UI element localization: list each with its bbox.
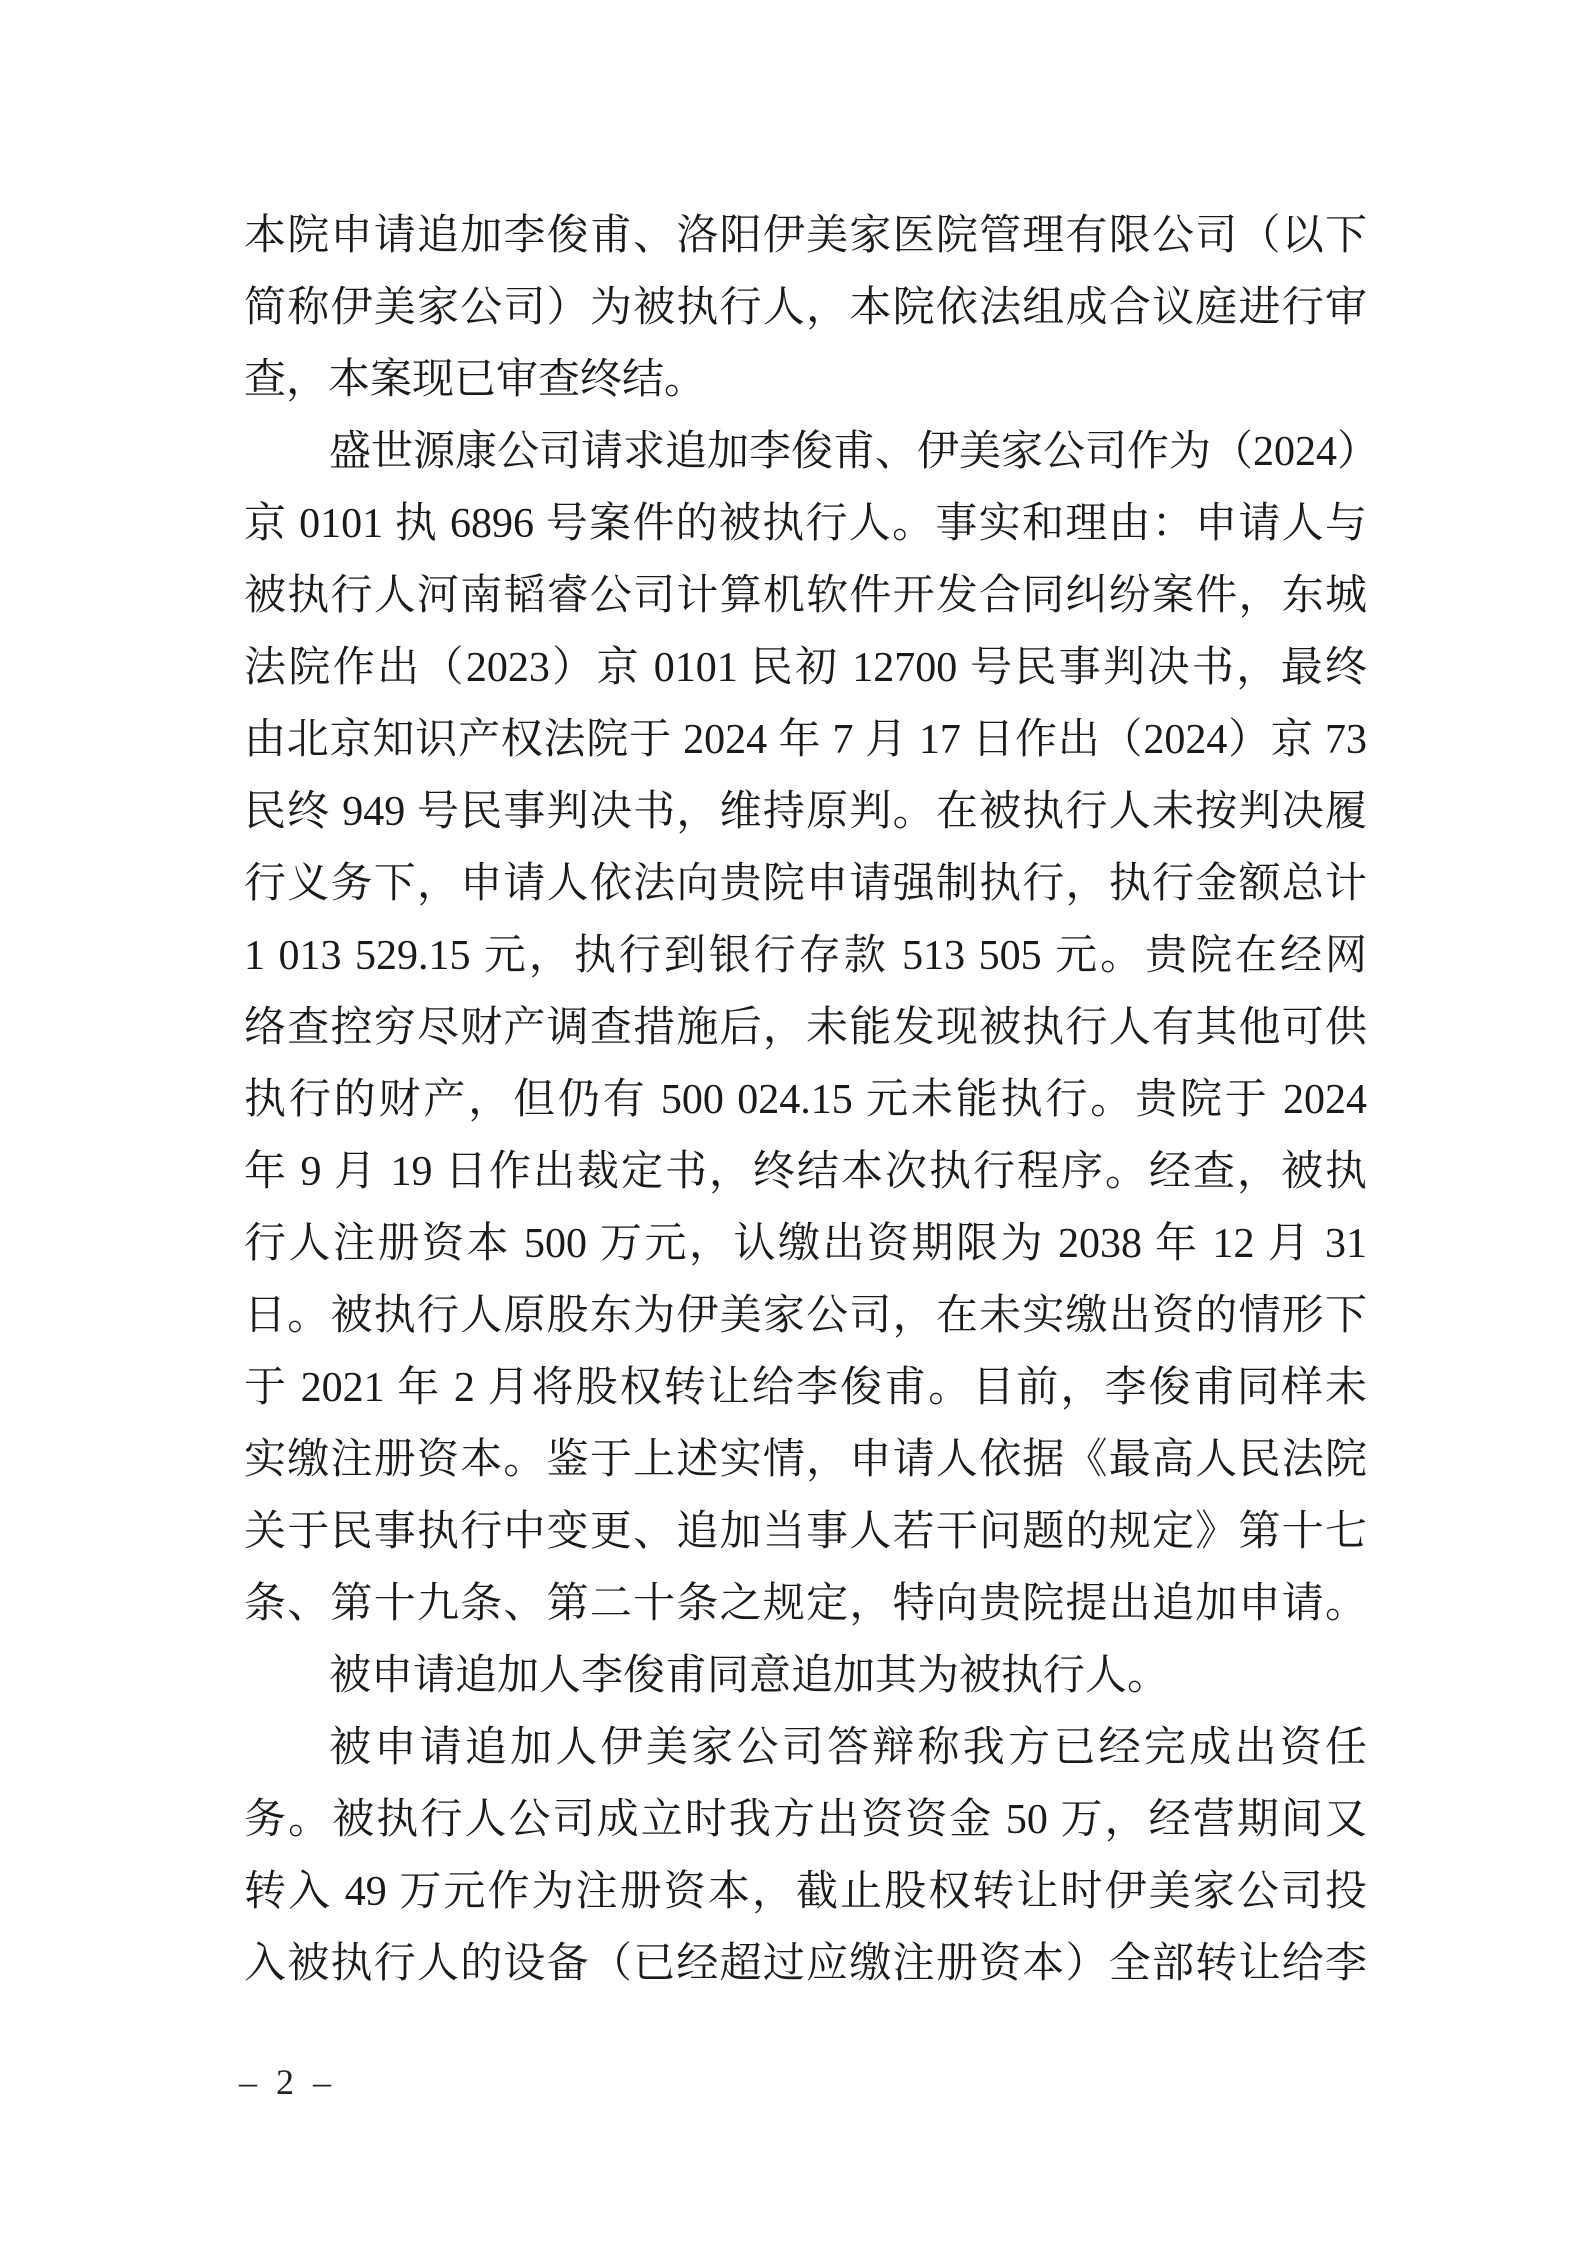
text-line: 查，本案现已审查终结。 xyxy=(244,357,707,403)
text-line: 日。被执行人原股东为伊美家公司，在未实缴出资的情形下 xyxy=(244,1293,1367,1339)
text-line: 于 2021 年 2 月将股权转让给李俊甫。目前，李俊甫同样未 xyxy=(244,1365,1367,1411)
text-line: 务。被执行人公司成立时我方出资资金 50 万，经营期间又 xyxy=(244,1797,1367,1843)
text-line: 盛世源康公司请求追加李俊甫、伊美家公司作为（2024） xyxy=(329,429,1380,475)
text-line: 由北京知识产权法院于 2024 年 7 月 17 日作出（2024）京 73 xyxy=(244,717,1367,763)
text-line: 被申请追加人李俊甫同意追加其为被执行人。 xyxy=(329,1653,1170,1699)
text-line: 入被执行人的设备（已经超过应缴注册资本）全部转让给李 xyxy=(244,1941,1367,1987)
text-line: 京 0101 执 6896 号案件的被执行人。事实和理由：申请人与 xyxy=(244,501,1367,547)
text-line: 简称伊美家公司）为被执行人，本院依法组成合议庭进行审 xyxy=(244,285,1367,331)
text-line: 被执行人河南韬睿公司计算机软件开发合同纠纷案件，东城 xyxy=(244,573,1367,619)
text-line: 被申请追加人伊美家公司答辩称我方已经完成出资任 xyxy=(329,1725,1367,1771)
text-line: 转入 49 万元作为注册资本，截止股权转让时伊美家公司投 xyxy=(244,1869,1367,1915)
text-line: 年 9 月 19 日作出裁定书，终结本次执行程序。经查，被执 xyxy=(244,1149,1367,1195)
text-line: 法院作出（2023）京 0101 民初 12700 号民事判决书，最终 xyxy=(244,645,1367,691)
text-line: 执行的财产，但仍有 500 024.15 元未能执行。贵院于 2024 xyxy=(244,1077,1367,1123)
text-line: 络查控穷尽财产调查措施后，未能发现被执行人有其他可供 xyxy=(244,1005,1367,1051)
page-number: – 2 – xyxy=(239,2062,336,2102)
text-line: 条、第十九条、第二十条之规定，特向贵院提出追加申请。 xyxy=(244,1581,1367,1627)
text-line: 本院申请追加李俊甫、洛阳伊美家医院管理有限公司（以下 xyxy=(244,213,1367,259)
text-line: 行义务下，申请人依法向贵院申请强制执行，执行金额总计 xyxy=(244,861,1367,907)
text-line: 关于民事执行中变更、追加当事人若干问题的规定》第十七 xyxy=(244,1509,1367,1555)
text-line: 实缴注册资本。鉴于上述实情，申请人依据《最高人民法院 xyxy=(244,1437,1367,1483)
document-body xyxy=(244,200,1380,2000)
text-line: 1 013 529.15 元，执行到银行存款 513 505 元。贵院在经网 xyxy=(244,933,1367,979)
text-line: 民终 949 号民事判决书，维持原判。在被执行人未按判决履 xyxy=(244,789,1367,835)
text-line: 行人注册资本 500 万元，认缴出资期限为 2038 年 12 月 31 xyxy=(244,1221,1367,1267)
